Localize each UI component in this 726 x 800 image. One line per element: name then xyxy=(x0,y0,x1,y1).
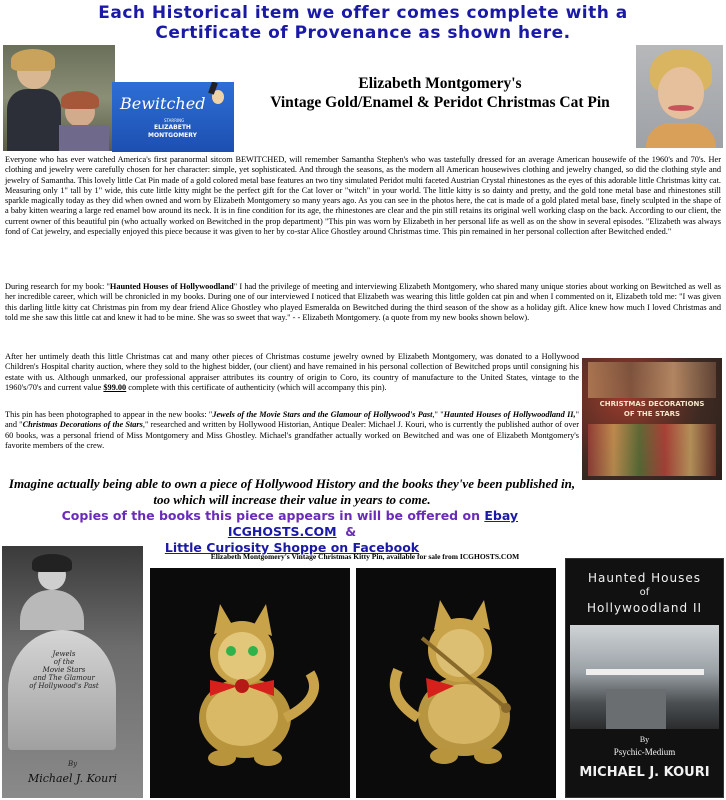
copies-text: Copies of the books this piece appears in will be offered on xyxy=(61,508,485,523)
jewels-title-line-5: of Hollywood's Past xyxy=(29,682,99,690)
book-title-jewels: Jewels of the Movie Stars and the Glamour of Hollywood's Past xyxy=(212,410,433,419)
christmas-book-title-1: CHRISTMAS DECORATIONS xyxy=(599,400,705,408)
logo-name-2: MONTGOMERY xyxy=(148,132,197,139)
icghosts-link[interactable]: ICGHOSTS.COM xyxy=(227,524,337,539)
jewels-by: By xyxy=(67,760,78,768)
jewels-title-line-1: Jewels xyxy=(52,650,76,658)
jewels-title-line-2: of the xyxy=(53,658,75,666)
research-text-b: " I had the privilege of meeting and interviewing Elizabeth Montgomery, who shared many unique stories about working on Bewitched as well as her incredible career, which will be chronicled in my books. During one of our interviewed I noticed that Elizabeth was wearing this little golden cat pin and when I commented on it, Elizabeth told me: "I was given this darling little kitty cat Christmas pin from my dear friend Alice Ghostley who played Esmeralda on Bewitched during the third season of the show as a holiday gift. Alice knew how much I loved Christmas and told me she saw this little cat and knew it had to be mine. She was so sweet that way." - - Elizabeth Montgomery. (a quote from my new books shown below). xyxy=(5,282,722,322)
books-text-d: " and " xyxy=(5,410,579,430)
pin-photos-caption: Elizabeth Montgomery's Vintage Christmas Kitty Pin, available for sale from ICGHOSTS.COM xyxy=(210,552,520,561)
haunted-author: MICHAEL J. KOURI xyxy=(579,765,710,780)
provenance-text-b: complete with this certificate of authenticity (which will accompany this pin). xyxy=(126,382,387,392)
christmas-book-title-2: OF THE STARS xyxy=(623,410,681,418)
haunted-subtitle: Psychic-Medium xyxy=(613,747,676,757)
provenance-paragraph xyxy=(5,352,579,393)
jewels-title-line-3: Movie Stars xyxy=(42,666,86,674)
research-book-title: Haunted Houses of Hollywoodland xyxy=(109,282,234,291)
cat-pin-front-photo xyxy=(150,568,350,798)
curiosity-shoppe-link[interactable]: Little Curiosity Shoppe on Facebook xyxy=(164,540,420,555)
ebay-link[interactable]: Ebay xyxy=(484,508,519,523)
cat-pin-back-icon xyxy=(356,568,556,798)
haunted-title-3: Hollywoodland II xyxy=(586,601,703,615)
book-title-christmas: Christmas Decorations of the Stars xyxy=(22,420,143,430)
banner-line-1: Each Historical item we offer comes complete with a xyxy=(98,3,628,23)
haunted-title-2: of xyxy=(639,587,650,598)
title-line-1: Elizabeth Montgomery's xyxy=(358,75,522,92)
books-text-e: ," researched and written by Hollywood Historian, Antique Dealer: Michael J. Kouri, who is currently the published author of over 60 books, was a personal friend of Miss Montgomery and Miss Ghostley. Michael's grandfather actually worked on Bewitched and was one of Elizabeth Montgomery's favorite members of the crew. xyxy=(5,420,579,450)
imagine-tagline: Imagine actually being able to own a piece of Hollywood History and the books they've been published in, too which will increase their value in years to come. xyxy=(8,476,576,507)
provenance-banner xyxy=(0,3,726,43)
description-paragraph: Everyone who has ever watched America's first paranormal sitcom BEWITCHED, will remember Samantha Stephen's who was tastefully dressed for an average American housewife of the 1960's and 70's. Her clothing and jewelry were carefully chosen for her character: simple, yet sophisticated. And through the seasons, as the modern all American housewives clothing and jewelry changed, so did the clothing style and jewelry of Samantha. This lovely little Cat Pin made of a gold colored metal base features an two tiny simulated Peridot multi faceted Austrian Crystal rhinestones as the eyes of this adorable little Christmas kitty cat. Measuring only 1" tall by 1" wide, this cute little kitty might be the perfect gift for the Cat lover or "witch" in your world. The little kitty is so dainty and pretty, and the gold tone metal base and rhinestones still sparkle magically today as they did when owned and worn by Elizabeth Montgomery so many years ago. As you can see in the photos here, the cat is made of a gold plated metal base, finely sculpted in the shape of a baby kitten wearing a large red enamel bow around its neck. It is in fine condition for its age, the rhinestones are clear and the pin still retains its original well working clasp on the back. According to our client, the current owner of this beautiful pin (who actually worked on Bewitched in the prop department) "This pin was worn by Elizabeth in her personal life as well as on the show in several episodes. "Elizabeth was always fond of Cat jewelry, and especially enjoyed this piece because it was given to her by co-star Alice Ghostley around Christmas time. This pin remained in her personal collection after Bewitched ended." xyxy=(5,155,721,237)
jewels-title-line-4: and The Glamour xyxy=(33,674,95,682)
bewitched-logo xyxy=(112,82,234,152)
banner-line-2: Certificate of Provenance as shown here. xyxy=(155,23,571,43)
jewels-book-cover xyxy=(2,546,143,798)
page-title xyxy=(250,74,630,112)
logo-title: Bewitched xyxy=(120,94,206,113)
title-line-2: Vintage Gold/Enamel & Peridot Christmas Cat Pin xyxy=(270,94,610,111)
price-value: $99.00 xyxy=(103,382,127,392)
copies-amp: & xyxy=(345,524,357,539)
christmas-decorations-book-cover xyxy=(582,358,722,480)
bewitched-cast-photo xyxy=(3,45,115,151)
provenance-text-a: After her untimely death this little Christmas cat and many other pieces of Christmas costume jewelry owned by Elizabeth Montgomery, was donated to a Hollywood Children's Hospital charity auction, where they sold to the highest bidder, (our client) and have remained in his personal collection of Bewitched props until consigning his estate with us. Although unmarked, our professional appraiser attributes its country of origin to Coro, its country of manufacture to the United States, vintage to the 1960's/70's and current value xyxy=(5,352,579,392)
jewels-author: Michael J. Kouri xyxy=(27,772,118,785)
logo-starring: STARRING xyxy=(164,118,185,123)
research-text-a: During research for my book: " xyxy=(5,282,110,291)
elizabeth-montgomery-photo xyxy=(636,45,723,148)
books-text-c: ," " xyxy=(432,410,444,419)
haunted-houses-book-cover xyxy=(565,558,724,798)
research-paragraph xyxy=(5,282,721,323)
logo-name-1: ELIZABETH xyxy=(154,124,191,131)
cat-pin-back-photo xyxy=(356,568,556,798)
haunted-title-1: Haunted Houses xyxy=(588,571,701,585)
haunted-by: By xyxy=(639,735,650,744)
cat-pin-front-icon xyxy=(150,568,350,798)
books-text-a: This pin has been photographed to appear in the new books: " xyxy=(5,410,213,419)
books-paragraph xyxy=(5,410,579,451)
book-title-haunted: Haunted Houses of Hollywoodland II, xyxy=(443,410,576,419)
